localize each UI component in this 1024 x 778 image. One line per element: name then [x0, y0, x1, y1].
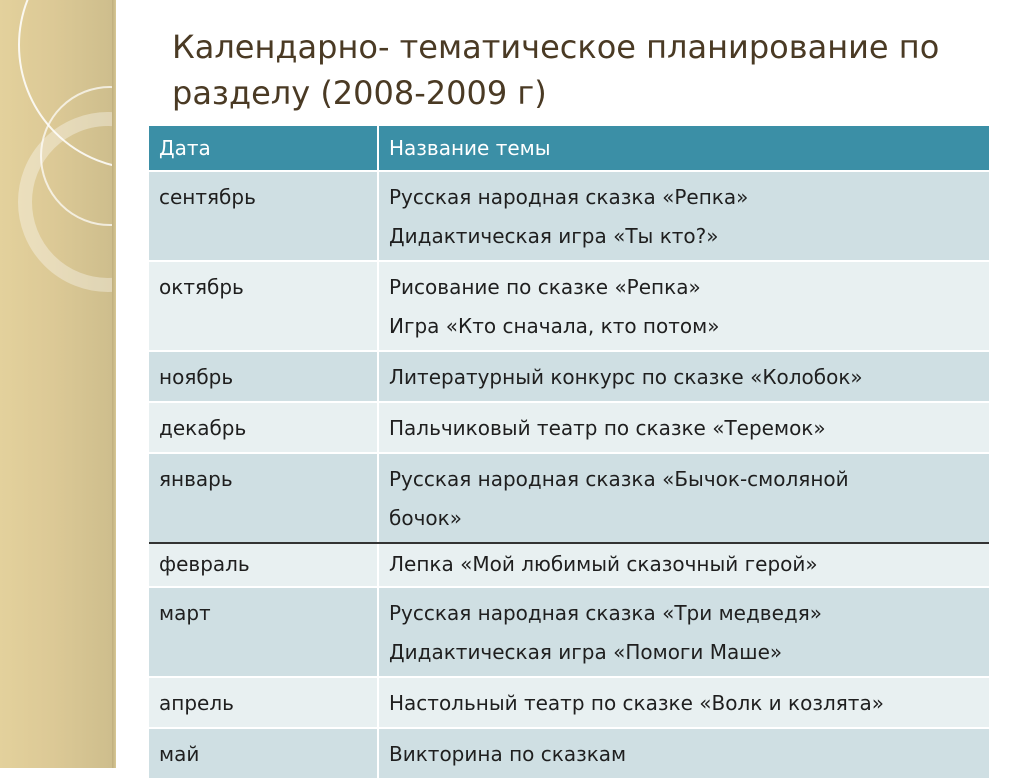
table-row — [149, 728, 989, 778]
topic-line: Рисование по сказке «Репка» — [389, 275, 701, 299]
topic-line: Русская народная сказка «Бычок-смоляной — [389, 467, 849, 491]
table-row — [149, 351, 989, 402]
table-row — [149, 402, 989, 453]
column-header-topic: Название темы — [378, 126, 989, 171]
topic-line: Настольный театр по сказке «Волк и козлята» — [389, 691, 884, 715]
topic-line: Викторина по сказкам — [389, 742, 627, 766]
table-row — [149, 543, 989, 587]
month-cell: январь — [149, 453, 378, 543]
topic-cell — [378, 728, 989, 778]
month-cell: октябрь — [149, 261, 378, 351]
slide-title: Календарно- тематическое планирование по разделу (2008-2009 г) — [172, 28, 940, 112]
month-cell: сентябрь — [149, 171, 378, 261]
topic-line: бочок» — [389, 506, 462, 530]
table-row — [149, 677, 989, 728]
topic-cell — [378, 677, 989, 728]
topic-cell — [378, 402, 989, 453]
month-cell: май — [149, 728, 378, 778]
topic-line: Литературный конкурс по сказке «Колобок» — [389, 365, 863, 389]
topic-line: Дидактическая игра «Помоги Маше» — [389, 640, 783, 664]
month-cell: декабрь — [149, 402, 378, 453]
topic-cell — [378, 261, 989, 351]
topic-cell — [378, 587, 989, 677]
topic-cell — [378, 171, 989, 261]
topic-line: Пальчиковый театр по сказке «Теремок» — [389, 416, 826, 440]
table-row — [149, 171, 989, 261]
table-row — [149, 453, 989, 543]
topic-cell — [378, 351, 989, 402]
table-row — [149, 261, 989, 351]
schedule-table — [149, 126, 989, 778]
month-cell: март — [149, 587, 378, 677]
topic-line: Игра «Кто сначала, кто потом» — [389, 314, 720, 338]
topic-line: Русская народная сказка «Репка» — [389, 185, 749, 209]
month-cell: апрель — [149, 677, 378, 728]
column-header-date: Дата — [149, 126, 378, 171]
table-row — [149, 587, 989, 677]
table-header-row — [149, 126, 989, 171]
topic-cell — [378, 453, 989, 543]
decorative-side-band — [0, 0, 116, 768]
topic-line: Русская народная сказка «Три медведя» — [389, 601, 822, 625]
topic-line: Лепка «Мой любимый сказочный герой» — [389, 552, 818, 576]
band-edge — [112, 0, 116, 768]
topic-cell — [378, 543, 989, 587]
month-cell: ноябрь — [149, 351, 378, 402]
month-cell: февраль — [149, 543, 378, 587]
topic-line: Дидактическая игра «Ты кто?» — [389, 224, 719, 248]
